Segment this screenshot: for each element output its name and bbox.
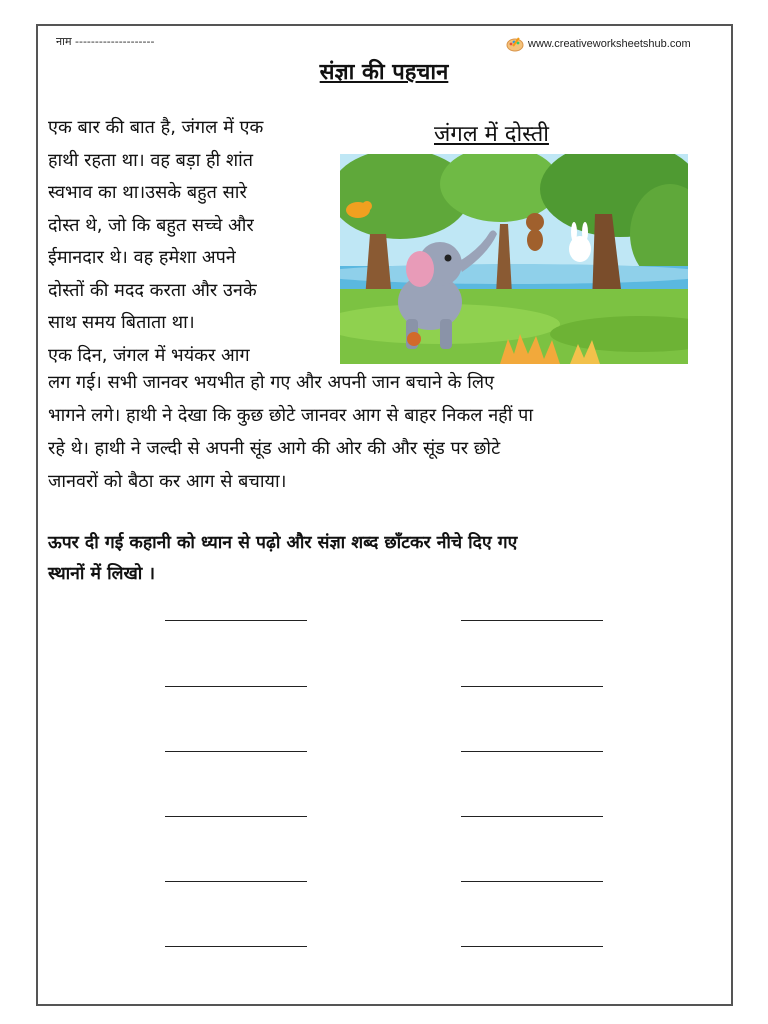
- story-line: साथ समय बिताता था।: [48, 312, 195, 333]
- name-field-label: नाम --------------------: [56, 35, 155, 48]
- jungle-illustration: [340, 154, 688, 364]
- story-line: दोस्त थे, जो कि बहुत सच्चे और: [48, 214, 254, 236]
- story-line: ईमानदार थे। वह हमेशा अपने: [48, 247, 236, 268]
- answer-blank[interactable]: [461, 751, 603, 752]
- answer-blank[interactable]: [461, 686, 603, 687]
- answer-blank[interactable]: [461, 620, 603, 621]
- story-title: जंगल में दोस्ती: [434, 122, 549, 147]
- instruction-line: ऊपर दी गई कहानी को ध्यान से पढ़ो और संज्ञा शब्द छाँटकर नीचे दिए गए: [48, 533, 518, 553]
- story-full-width: [48, 366, 696, 498]
- answer-blank[interactable]: [165, 816, 307, 817]
- answer-blank[interactable]: [165, 620, 307, 621]
- answer-blank[interactable]: [461, 816, 603, 817]
- story-line: हाथी रहता था। वह बड़ा ही शांत: [48, 149, 254, 171]
- story-line: स्वभाव का था।उसके बहुत सारे: [48, 182, 247, 203]
- pencil-palette-icon: [506, 36, 524, 52]
- answer-blank[interactable]: [461, 881, 603, 882]
- answer-blank[interactable]: [165, 881, 307, 882]
- website-credit: [506, 36, 691, 52]
- story-line: लग गई। सभी जानवर भयभीत हो गए और अपनी जान बचाने के लिए: [48, 372, 495, 393]
- answer-blank[interactable]: [165, 686, 307, 687]
- answer-blank[interactable]: [165, 751, 307, 752]
- answer-blank[interactable]: [461, 946, 603, 947]
- story-line: एक बार की बात है, जंगल में एक: [48, 117, 264, 138]
- page-title: संज्ञा की पहचान: [319, 60, 449, 85]
- website-url[interactable]: www.creativeworksheetshub.com: [528, 38, 691, 50]
- story-left-column: [48, 112, 338, 372]
- story-line: एक दिन, जंगल में भयंकर आग: [48, 344, 250, 366]
- story-line: भागने लगे। हाथी ने देखा कि कुछ छोटे जानवर आग से बाहर निकल नहीं पा: [48, 405, 534, 426]
- story-line: दोस्तों की मदद करता और उनके: [48, 279, 257, 301]
- instruction-text: [48, 528, 703, 590]
- story-line: जानवरों को बैठा कर आग से बचाया।: [48, 471, 287, 492]
- story-line: रहे थे। हाथी ने जल्दी से अपनी सूंड आगे की ओर की और सूंड पर छोटे: [48, 438, 501, 459]
- answer-blank[interactable]: [165, 946, 307, 947]
- instruction-line: स्थानों में लिखो ।: [48, 564, 156, 584]
